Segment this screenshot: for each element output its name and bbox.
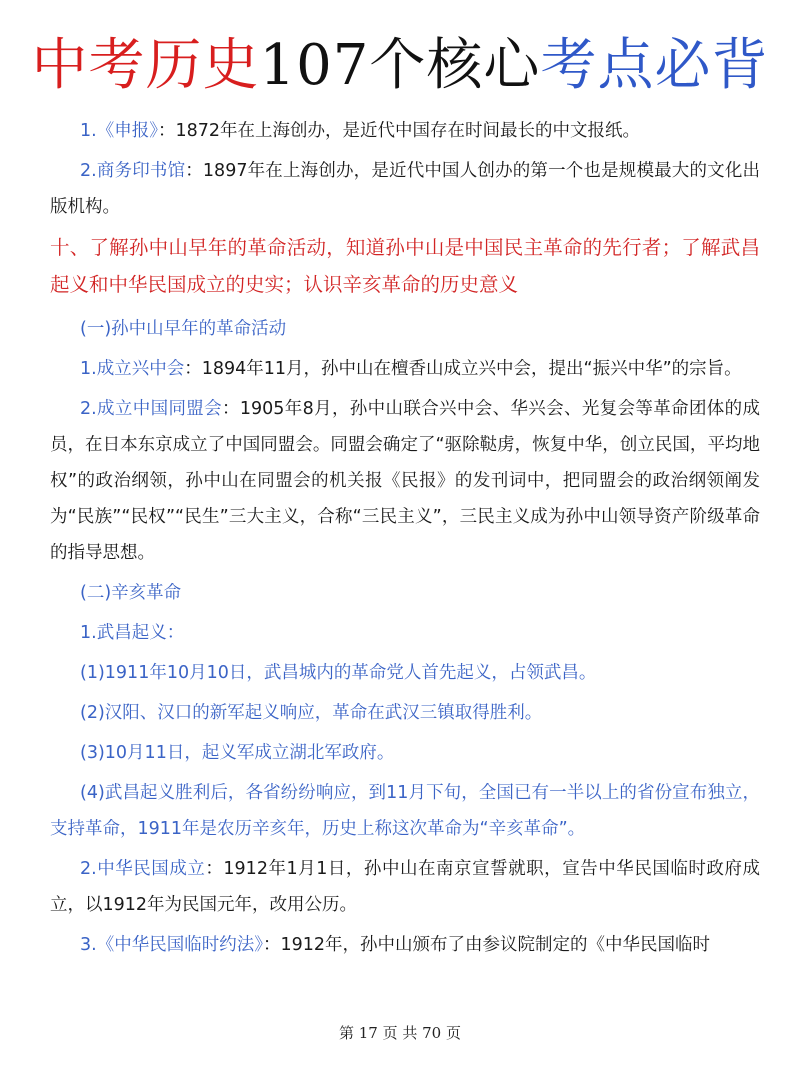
- page-title: [0, 30, 800, 102]
- list-item: (4)武昌起义胜利后，各省纷纷响应，到11月下旬，全国已有一半以上的省份宣布独立，支持革命，1911年是农历辛亥年，历史上称这次革命为“辛亥革命”。: [50, 783, 760, 839]
- subsection-heading: (一)孙中山早年的革命活动: [80, 319, 287, 339]
- term-label: 2.中华民国成立: [80, 859, 206, 879]
- title-part-red: 中考历史: [31, 33, 260, 98]
- paragraph-text: ：1872年在上海创办，是近代中国存在时间最长的中文报纸。: [157, 121, 640, 141]
- term-label: 1.成立兴中会: [80, 359, 185, 379]
- title-part-blue: 考点必背: [540, 33, 769, 98]
- paragraph-roc-founding: [50, 851, 760, 923]
- subsection-heading: (二)辛亥革命: [80, 583, 182, 603]
- term-label: 1.《申报》: [80, 121, 158, 141]
- document-body: [50, 113, 760, 967]
- paragraph-provisional-constitution: [50, 927, 760, 963]
- term-label: 2.成立中国同盟会: [80, 399, 223, 419]
- paragraph-commercial-press: [50, 153, 760, 225]
- page-number: 第 17 页 共 70 页: [338, 1024, 461, 1042]
- list-item: (2)汉阳、汉口的新军起义响应，革命在武汉三镇取得胜利。: [80, 703, 543, 723]
- title-part-black: 107个核心: [259, 33, 541, 98]
- paragraph-text: ：1894年11月，孙中山在檀香山成立兴中会，提出“振兴中华”的宗旨。: [184, 359, 742, 379]
- paragraph-text: ：1905年8月，孙中山联合兴中会、华兴会、光复会等革命团体的成员，在日本东京成立了中国同盟会。同盟会确定了“驱除鞑虏，恢复中华，创立民国，平均地权”的政治纲领，孙中山在同盟会的机关报《民报》的发刊词中，把同盟会的政治纲领阐发为“民族”“民权”“民生”三大主义，合称“三民主义”，三民主义成为孙中山领导资产阶级革命的指导思想。: [50, 399, 761, 563]
- paragraph-shenbao: [50, 113, 760, 149]
- paragraph-wuchang-heading: 1.武昌起义：: [80, 623, 185, 643]
- paragraph-xingzhonghui: [50, 351, 760, 387]
- term-label: 2.商务印书馆: [80, 161, 186, 181]
- paragraph-text: ：1912年，孙中山颁布了由参议院制定的《中华民国临时: [262, 935, 710, 955]
- term-label: 3.《中华民国临时约法》: [80, 935, 263, 955]
- paragraph-text: ：1897年在上海创办，是近代中国人创办的第一个也是规模最大的文化出版机构。: [50, 161, 760, 217]
- list-item: (1)1911年10月10日，武昌城内的革命党人首先起义，占领武昌。: [80, 663, 597, 683]
- list-item: (3)10月11日，起义军成立湖北军政府。: [80, 743, 395, 763]
- section-heading: 十、了解孙中山早年的革命活动，知道孙中山是中国民主革命的先行者；了解武昌起义和中华民国成立的史实；认识辛亥革命的历史意义: [50, 236, 760, 296]
- paragraph-tongmenghui: [50, 391, 760, 571]
- paragraph-text: ：1912年1月1日，孙中山在南京宣誓就职，宣告中华民国临时政府成立，以1912年为民国元年，改用公历。: [50, 859, 760, 915]
